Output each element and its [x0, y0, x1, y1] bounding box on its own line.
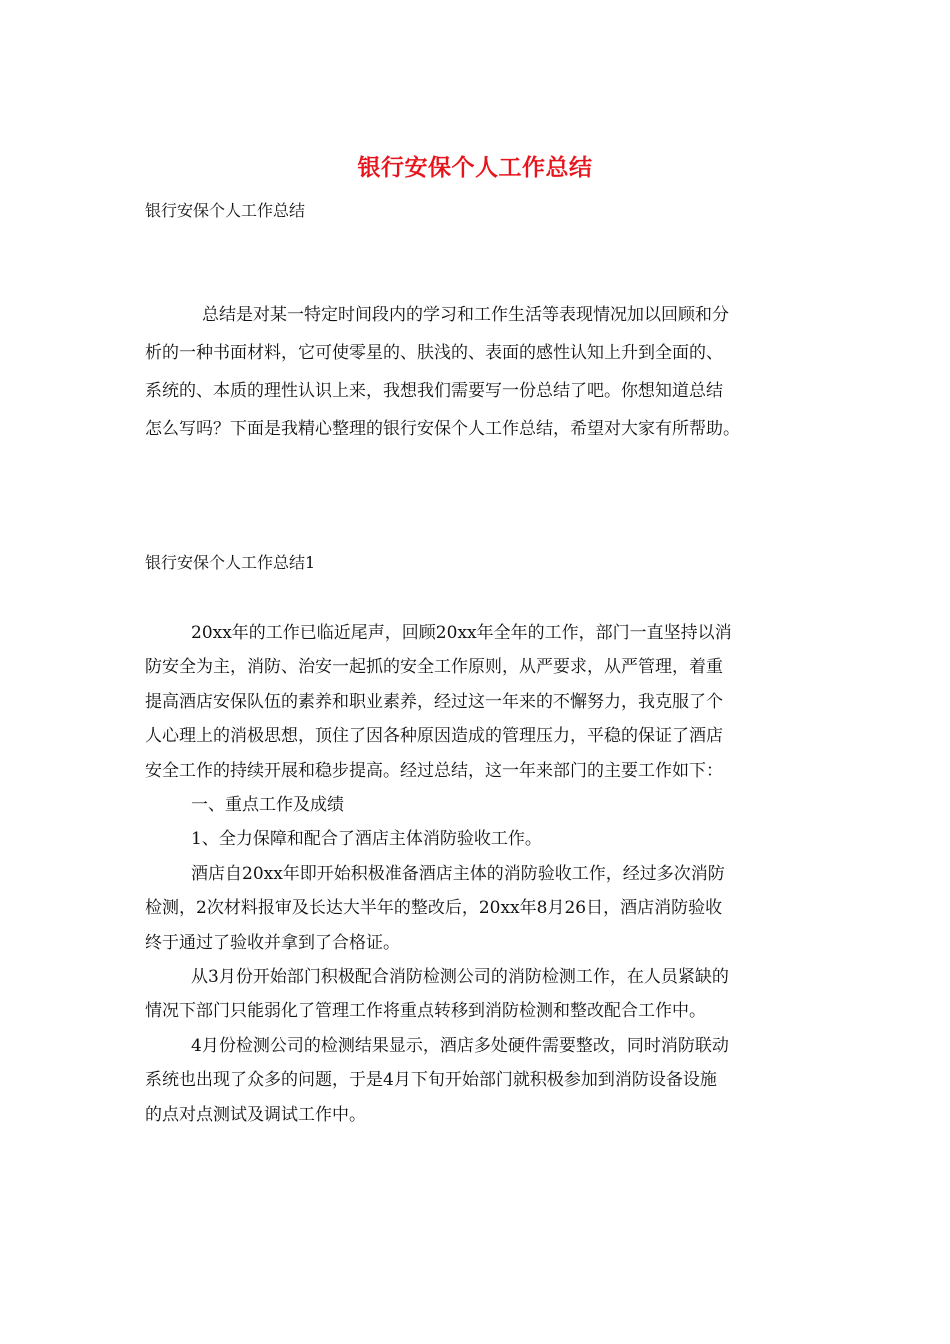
body-line: 1、全力保障和配合了酒店主体消防验收工作。 — [191, 829, 542, 850]
body-paragraph — [145, 788, 810, 822]
body-line: 一、重点工作及成绩 — [191, 795, 344, 816]
body-paragraph — [145, 822, 810, 856]
body-line: 人心理上的消极思想，顶住了因各种原因造成的管理压力，平稳的保证了酒店 — [145, 726, 723, 747]
body-paragraph — [145, 616, 810, 788]
body-line: 系统也出现了众多的问题，于是4月下旬开始部门就积极参加到消防设备设施 — [145, 1070, 717, 1091]
body-line: 的点对点测试及调试工作中。 — [145, 1104, 366, 1125]
body-line: 4月份检测公司的检测结果显示，酒店多处硬件需要整改，同时消防联动 — [191, 1035, 729, 1056]
document-subtitle: 银行安保个人工作总结 — [145, 201, 306, 220]
body-line: 酒店自20xx年即开始积极准备酒店主体的消防验收工作，经过多次消防 — [191, 863, 725, 884]
section-heading: 银行安保个人工作总结1 — [145, 553, 316, 572]
body-line: 检测，2次材料报审及长达大半年的整改后，20xx年8月26日，酒店消防验收 — [145, 898, 723, 919]
intro-line: 析的一种书面材料，它可使零星的、肤浅的、表面的感性认知上升到全面的、 — [145, 343, 723, 363]
intro-paragraph — [145, 296, 810, 448]
body-line: 从3月份开始部门积极配合消防检测公司的消防检测工作，在人员紧缺的 — [191, 967, 729, 988]
intro-line: 总结是对某一特定时间段内的学习和工作生活等表现情况加以回顾和分 — [202, 305, 729, 325]
body-line: 安全工作的持续开展和稳步提高。经过总结，这一年来部门的主要工作如下： — [145, 760, 723, 781]
body-line: 提高酒店安保队伍的素养和职业素养，经过这一年来的不懈努力，我克服了个 — [145, 691, 723, 712]
document-title: 银行安保个人工作总结 — [357, 154, 593, 181]
body-line: 情况下部门只能弱化了管理工作将重点转移到消防检测和整改配合工作中。 — [145, 1001, 706, 1022]
intro-line: 系统的、本质的理性认识上来，我想我们需要写一份总结了吧。你想知道总结 — [145, 381, 723, 401]
body-paragraph — [145, 1029, 810, 1132]
body-line: 终于通过了验收并拿到了合格证。 — [145, 932, 400, 953]
body-paragraph — [145, 857, 810, 960]
body-paragraph — [145, 960, 810, 1029]
body-text — [145, 616, 810, 1132]
intro-line: 怎么写吗？下面是我精心整理的银行安保个人工作总结，希望对大家有所帮助。 — [145, 419, 740, 439]
body-line: 20xx年的工作已临近尾声，回顾20xx年全年的工作，部门一直坚持以消 — [191, 623, 732, 643]
body-line: 防安全为主，消防、治安一起抓的安全工作原则，从严要求，从严管理，着重 — [145, 657, 723, 678]
